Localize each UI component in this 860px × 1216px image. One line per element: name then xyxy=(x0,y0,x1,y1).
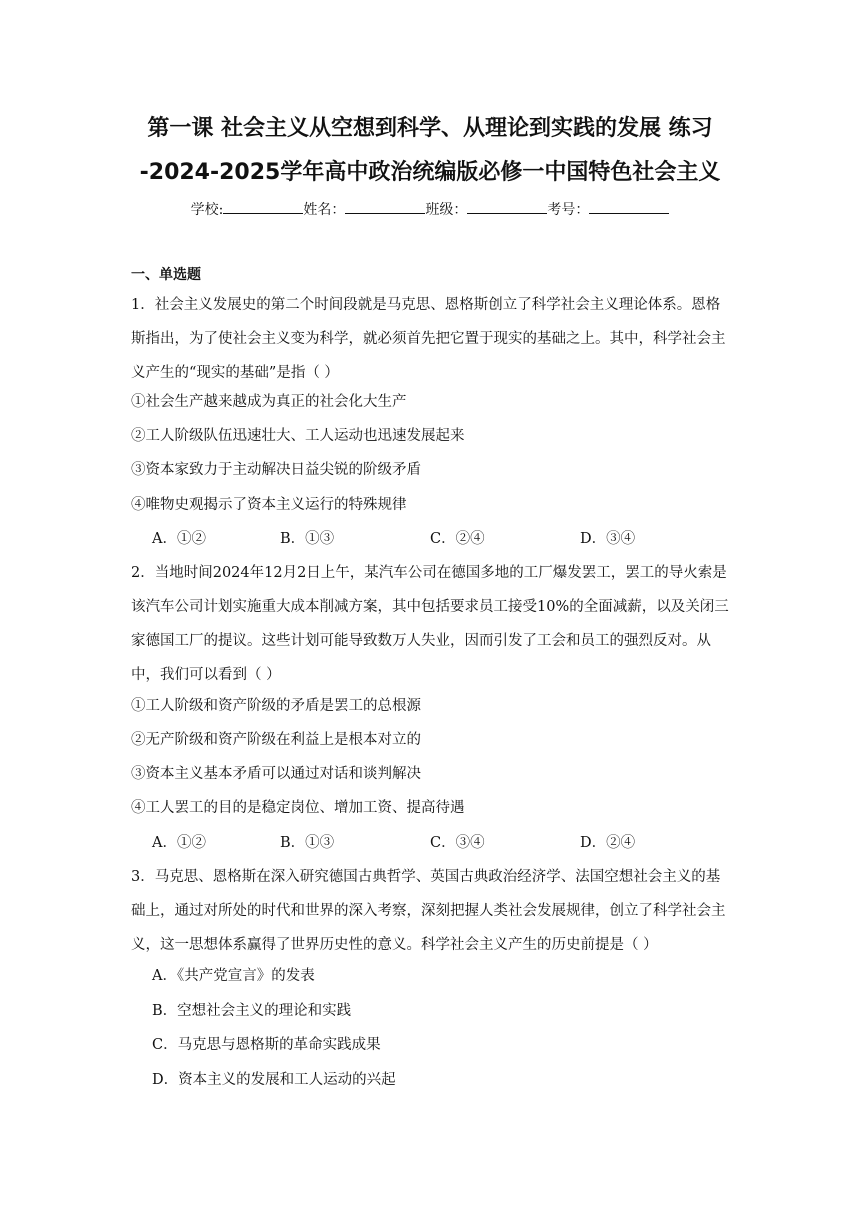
section-title: 一、单选题 xyxy=(131,267,201,283)
document-title-line-1: 第一课 社会主义从空想到科学、从理论到实践的发展 练习 xyxy=(147,116,713,141)
question-3-stem: 3．马克思、恩格斯在深入研究德国古典哲学、英国古典政治经济学、法国空想社会主义的基础上，通过对所处的时代和世界的深入考察，深刻把握人类社会发展规律，创立了科学社会主义，这一思想体系赢得了世界历史性的意义。科学社会主义产生的历史前提是（ ） xyxy=(131,869,726,953)
question-1-option-c: C．②④ xyxy=(430,531,485,547)
question-1-statement-3: ③资本家致力于主动解决日益尖锐的阶级矛盾 xyxy=(131,462,421,478)
exam-number-blank xyxy=(589,199,669,214)
class-label: 班级： xyxy=(425,202,468,218)
question-2-statement-2: ②无产阶级和资产阶级在利益上是根本对立的 xyxy=(131,732,421,748)
name-label: 姓名： xyxy=(303,202,346,218)
question-3-option-d: D．资本主义的发展和工人运动的兴起 xyxy=(152,1072,396,1088)
question-2-option-a: A．①② xyxy=(152,835,206,851)
question-3-option-a: A．《共产党宣言》的发表 xyxy=(152,968,315,984)
question-1-option-a: A．①② xyxy=(152,531,206,547)
question-2-stem: 2．当地时间2024年12月2日上午，某汽车公司在德国多地的工厂爆发罢工，罢工的导火索是该汽车公司计划实施重大成本削减方案，其中包括要求员工接受10%的全面减薪，以及关闭三家德国工厂的提议。这些计划可能导致数万人失业，因而引发了工会和员工的强烈反对。从中，我们可以看到（ ） xyxy=(131,565,729,683)
student-info-fields xyxy=(0,199,860,219)
question-1-statement-2: ②工人阶级队伍迅速壮大、工人运动也迅速发展起来 xyxy=(131,428,465,444)
question-2-option-b: B．①③ xyxy=(280,835,335,851)
document-title-line-2: -2024-2025学年高中政治统编版必修一中国特色社会主义 xyxy=(139,160,721,185)
question-1-option-b: B．①③ xyxy=(280,531,335,547)
question-2-statement-3: ③资本主义基本矛盾可以通过对话和谈判解决 xyxy=(131,766,421,782)
question-1-statement-1: ①社会生产越来越成为真正的社会化大生产 xyxy=(131,394,407,410)
class-blank xyxy=(467,199,547,214)
question-3-option-c: C．马克思与恩格斯的革命实践成果 xyxy=(152,1037,381,1053)
question-1-statement-4: ④唯物史观揭示了资本主义运行的特殊规律 xyxy=(131,497,407,513)
question-2-statement-1: ①工人阶级和资产阶级的矛盾是罢工的总根源 xyxy=(131,698,421,714)
question-2-option-c: C．③④ xyxy=(430,835,485,851)
question-2-option-d: D．②④ xyxy=(580,835,636,851)
question-1-option-d: D．③④ xyxy=(580,531,636,547)
name-blank xyxy=(345,199,425,214)
question-3-option-b: B．空想社会主义的理论和实践 xyxy=(152,1003,352,1019)
question-2-statement-4: ④工人罢工的目的是稳定岗位、增加工资、提高待遇 xyxy=(131,800,465,816)
school-label: 学校: xyxy=(190,202,224,218)
exam-number-label: 考号： xyxy=(547,202,590,218)
question-1-stem: 1．社会主义发展史的第二个时间段就是马克思、恩格斯创立了科学社会主义理论体系。恩格斯指出，为了使社会主义变为科学，就必须首先把它置于现实的基础之上。其中，科学社会主义产生的“现实的基础”是指（ ） xyxy=(131,297,726,381)
school-blank xyxy=(223,199,303,214)
